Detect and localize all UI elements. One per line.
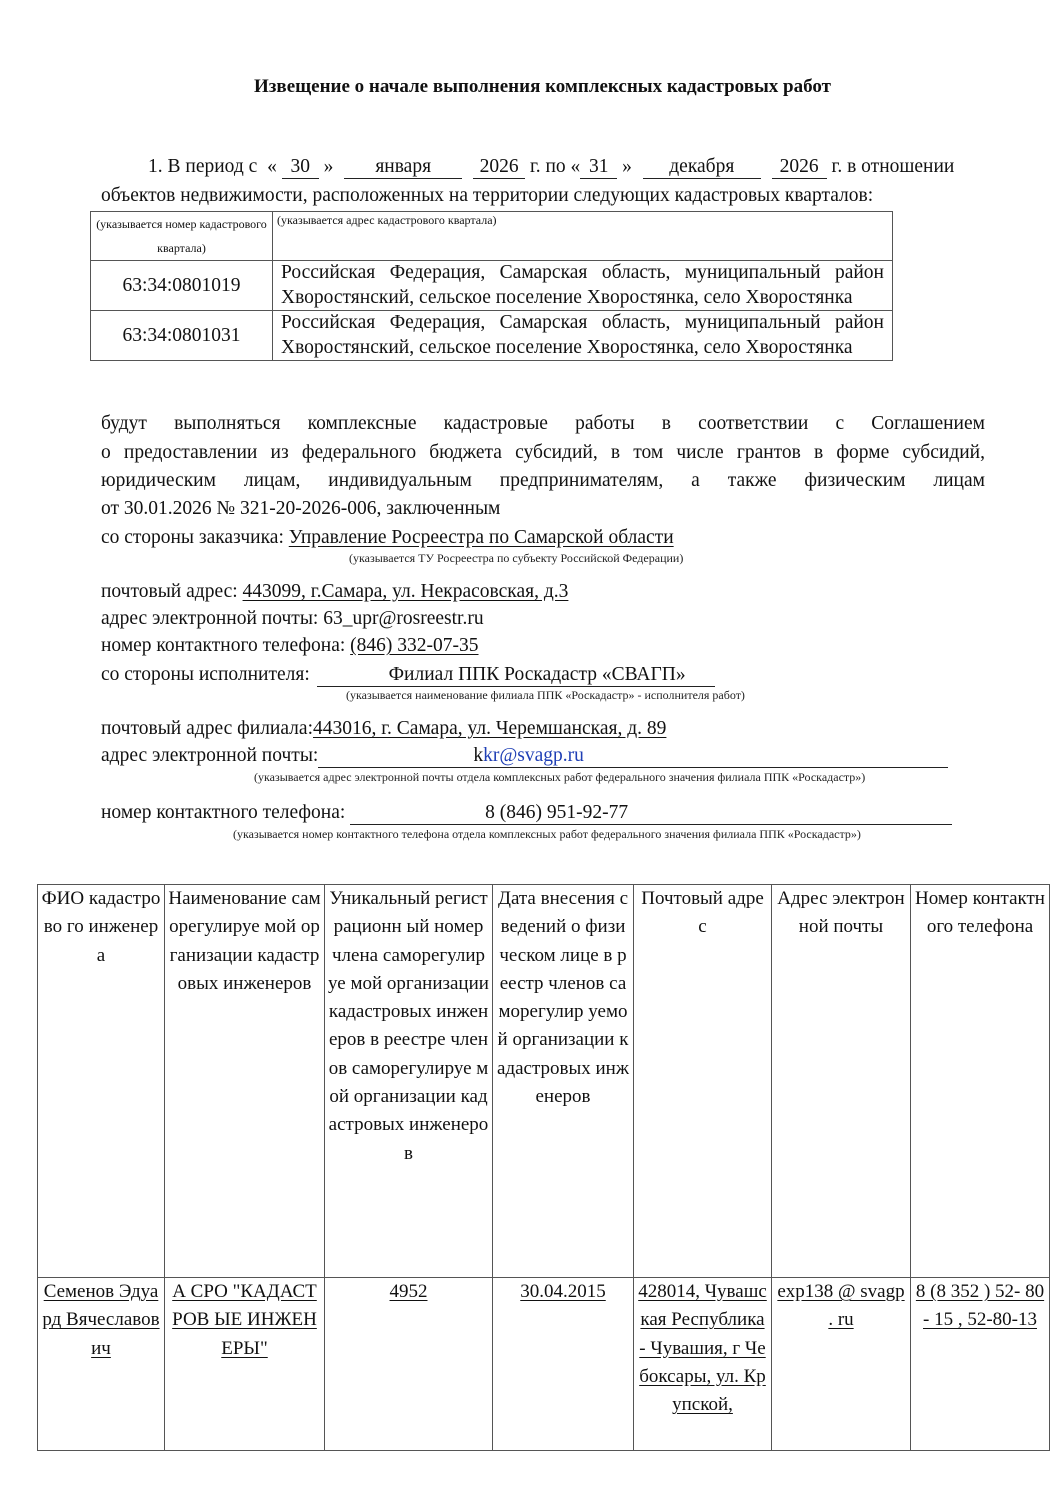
contractor-value: Филиал ППК Роскадастр «СВАГП» — [388, 664, 686, 685]
agreement-line-1: будут выполняться комплексные кадастровые работы в соответствии с Соглашением — [101, 413, 985, 434]
contractor-postal-line — [101, 717, 666, 741]
customer-phone-line — [101, 634, 479, 658]
contractor-hint: (указывается наименование филиала ППК «Роскадастр» - исполнителя работ) — [346, 688, 745, 702]
customer-email-value[interactable]: 63_upr@rosreestr.ru — [323, 608, 484, 629]
customer-label: со стороны заказчика: — [101, 527, 284, 548]
contractor-phone-line — [101, 801, 952, 825]
engineers-table — [37, 884, 1050, 1451]
contractor-email-field — [318, 745, 948, 768]
customer-email-label: адрес электронной почты: — [101, 608, 319, 629]
agreement-line-4: от 30.01.2026 № 321-20-2026-006, заключенным — [101, 498, 501, 519]
engineers-header-row — [38, 885, 1050, 1278]
table-row — [91, 261, 893, 311]
header-email: Адрес электронной почты — [772, 885, 911, 1278]
quote-open: « — [570, 156, 581, 177]
customer-value: Управление Росреестра по Самарской области — [288, 527, 674, 548]
quote-close: » — [622, 156, 632, 177]
reg-number: 4952 — [389, 1281, 428, 1302]
sro-name: А СРО "КАДАСТРОВ ЫЕ ИНЖЕНЕРЫ" — [172, 1281, 317, 1359]
customer-postal-line — [101, 580, 568, 604]
customer-hint: (указывается ТУ Росреестра по субъекту Российской Федерации) — [349, 551, 684, 565]
cell-registry-date — [493, 1278, 634, 1451]
start-month: января — [344, 156, 462, 179]
agreement-line-3: юридическим лицам, индивидуальным предпринимателям, а также физическим лицам — [101, 470, 985, 491]
quarter-address: Российская Федерация, Самарская область, муниципальный район Хворостянский, сельское поселение Хворостянка, село Хворостянка — [273, 261, 893, 311]
quote-open: « — [267, 156, 277, 177]
customer-email-line — [101, 607, 484, 631]
end-month: декабря — [643, 156, 761, 179]
period-to: г. по — [529, 156, 566, 177]
end-day: 31 — [580, 156, 617, 179]
cell-postal-address — [634, 1278, 772, 1451]
header-engineer-name: ФИО кадастрово го инженера — [38, 885, 165, 1278]
hint-quarter-address: (указывается адрес кадастрового квартала) — [273, 212, 893, 261]
period-line-2: объектов недвижимости, расположенных на территории следующих кадастровых кварталов: — [101, 185, 874, 206]
table-row — [91, 311, 893, 361]
period-tail: г. в отношении — [831, 156, 955, 177]
header-sro-name: Наименование саморегулируе мой организации кадастровых инженеров — [165, 885, 325, 1278]
quarter-number: 63:34:0801019 — [91, 261, 273, 311]
start-day: 30 — [282, 156, 319, 179]
header-postal-address: Почтовый адрес — [634, 885, 772, 1278]
end-year: 2026 — [772, 156, 827, 179]
period-prefix: 1. В период с — [148, 156, 258, 177]
customer-postal-label: почтовый адрес: — [101, 581, 238, 602]
contractor-line — [101, 663, 715, 687]
hint-quarter-number: (указывается номер кадастрового квартала) — [91, 212, 273, 261]
quarter-address: Российская Федерация, Самарская область, муниципальный район Хворостянский, сельское поселение Хворостянка, село Хворостянка — [273, 311, 893, 361]
agreement-line-2: о предоставлении из федерального бюджета субсидий, в том числе грантов в форме субсидий, — [101, 442, 985, 463]
header-registry-date: Дата внесения сведений о физическом лице в реестр членов саморегулир уемой организации кадастровых инженеров — [493, 885, 634, 1278]
start-year: 2026 — [473, 156, 525, 179]
header-reg-number: Уникальный регистрационн ый номер члена саморегулируе мой организации кадастровых инженеров в реестре членов саморегулируе мой организации кадастровых инженеров — [325, 885, 493, 1278]
quarter-number: 63:34:0801031 — [91, 311, 273, 361]
contractor-email-line — [101, 744, 948, 768]
cell-engineer-name — [38, 1278, 165, 1451]
contractor-phone-hint: (указывается номер контактного телефона отдела комплексных работ федерального значения филиала ППК «Роскадастр») — [233, 827, 861, 841]
postal-address: 428014, Чувашская Республика - Чувашия, г Чебоксары, ул. Крупской, — [638, 1281, 767, 1416]
contractor-label: со стороны исполнителя: — [101, 664, 310, 685]
contractor-postal-value: 443016, г. Самара, ул. Черемшанская, д. 89 — [313, 718, 667, 739]
cell-email — [772, 1278, 911, 1451]
document-title: Извещение о начале выполнения комплексных кадастровых работ — [254, 76, 831, 97]
contractor-phone-field — [350, 802, 952, 825]
table-row — [38, 1278, 1050, 1451]
contractor-email-link[interactable]: kr@svagp.ru — [483, 745, 584, 766]
contractor-value-field — [317, 664, 715, 687]
customer-postal-value: 443099, г.Самара, ул. Некрасовская, д.3 — [242, 581, 569, 602]
customer-phone-value: (846) 332-07-35 — [350, 635, 479, 656]
contractor-email-label: адрес электронной почты: — [101, 745, 319, 766]
period-line — [148, 155, 954, 179]
cell-phone — [911, 1278, 1050, 1451]
contractor-email-prefix: k — [473, 745, 484, 766]
engineer-name: Семенов Эдуард Вячеславов ич — [42, 1281, 160, 1359]
cell-sro-name — [165, 1278, 325, 1451]
quarters-hint-row — [91, 212, 893, 261]
customer-phone-label: номер контактного телефона: — [101, 635, 346, 656]
contractor-phone-value: 8 (846) 951-92-77 — [485, 802, 629, 823]
customer-line — [101, 526, 674, 550]
contractor-postal-label: почтовый адрес филиала: — [101, 718, 313, 739]
header-phone: Номер контактного телефона — [911, 885, 1050, 1278]
quote-close: » — [323, 156, 334, 177]
contractor-email-hint: (указывается адрес электронной почты отдела комплексных работ федерального значения филиала ППК «Роскадастр») — [254, 770, 866, 784]
engineer-phone: 8 (8 352 ) 52- 80- 15 , 52-80-13 — [915, 1281, 1045, 1331]
quarters-table — [90, 211, 893, 361]
registry-date: 30.04.2015 — [520, 1281, 606, 1302]
cell-reg-number — [325, 1278, 493, 1451]
engineer-email[interactable]: exp138 @ svagp . ru — [777, 1281, 905, 1331]
contractor-phone-label: номер контактного телефона: — [101, 802, 346, 823]
